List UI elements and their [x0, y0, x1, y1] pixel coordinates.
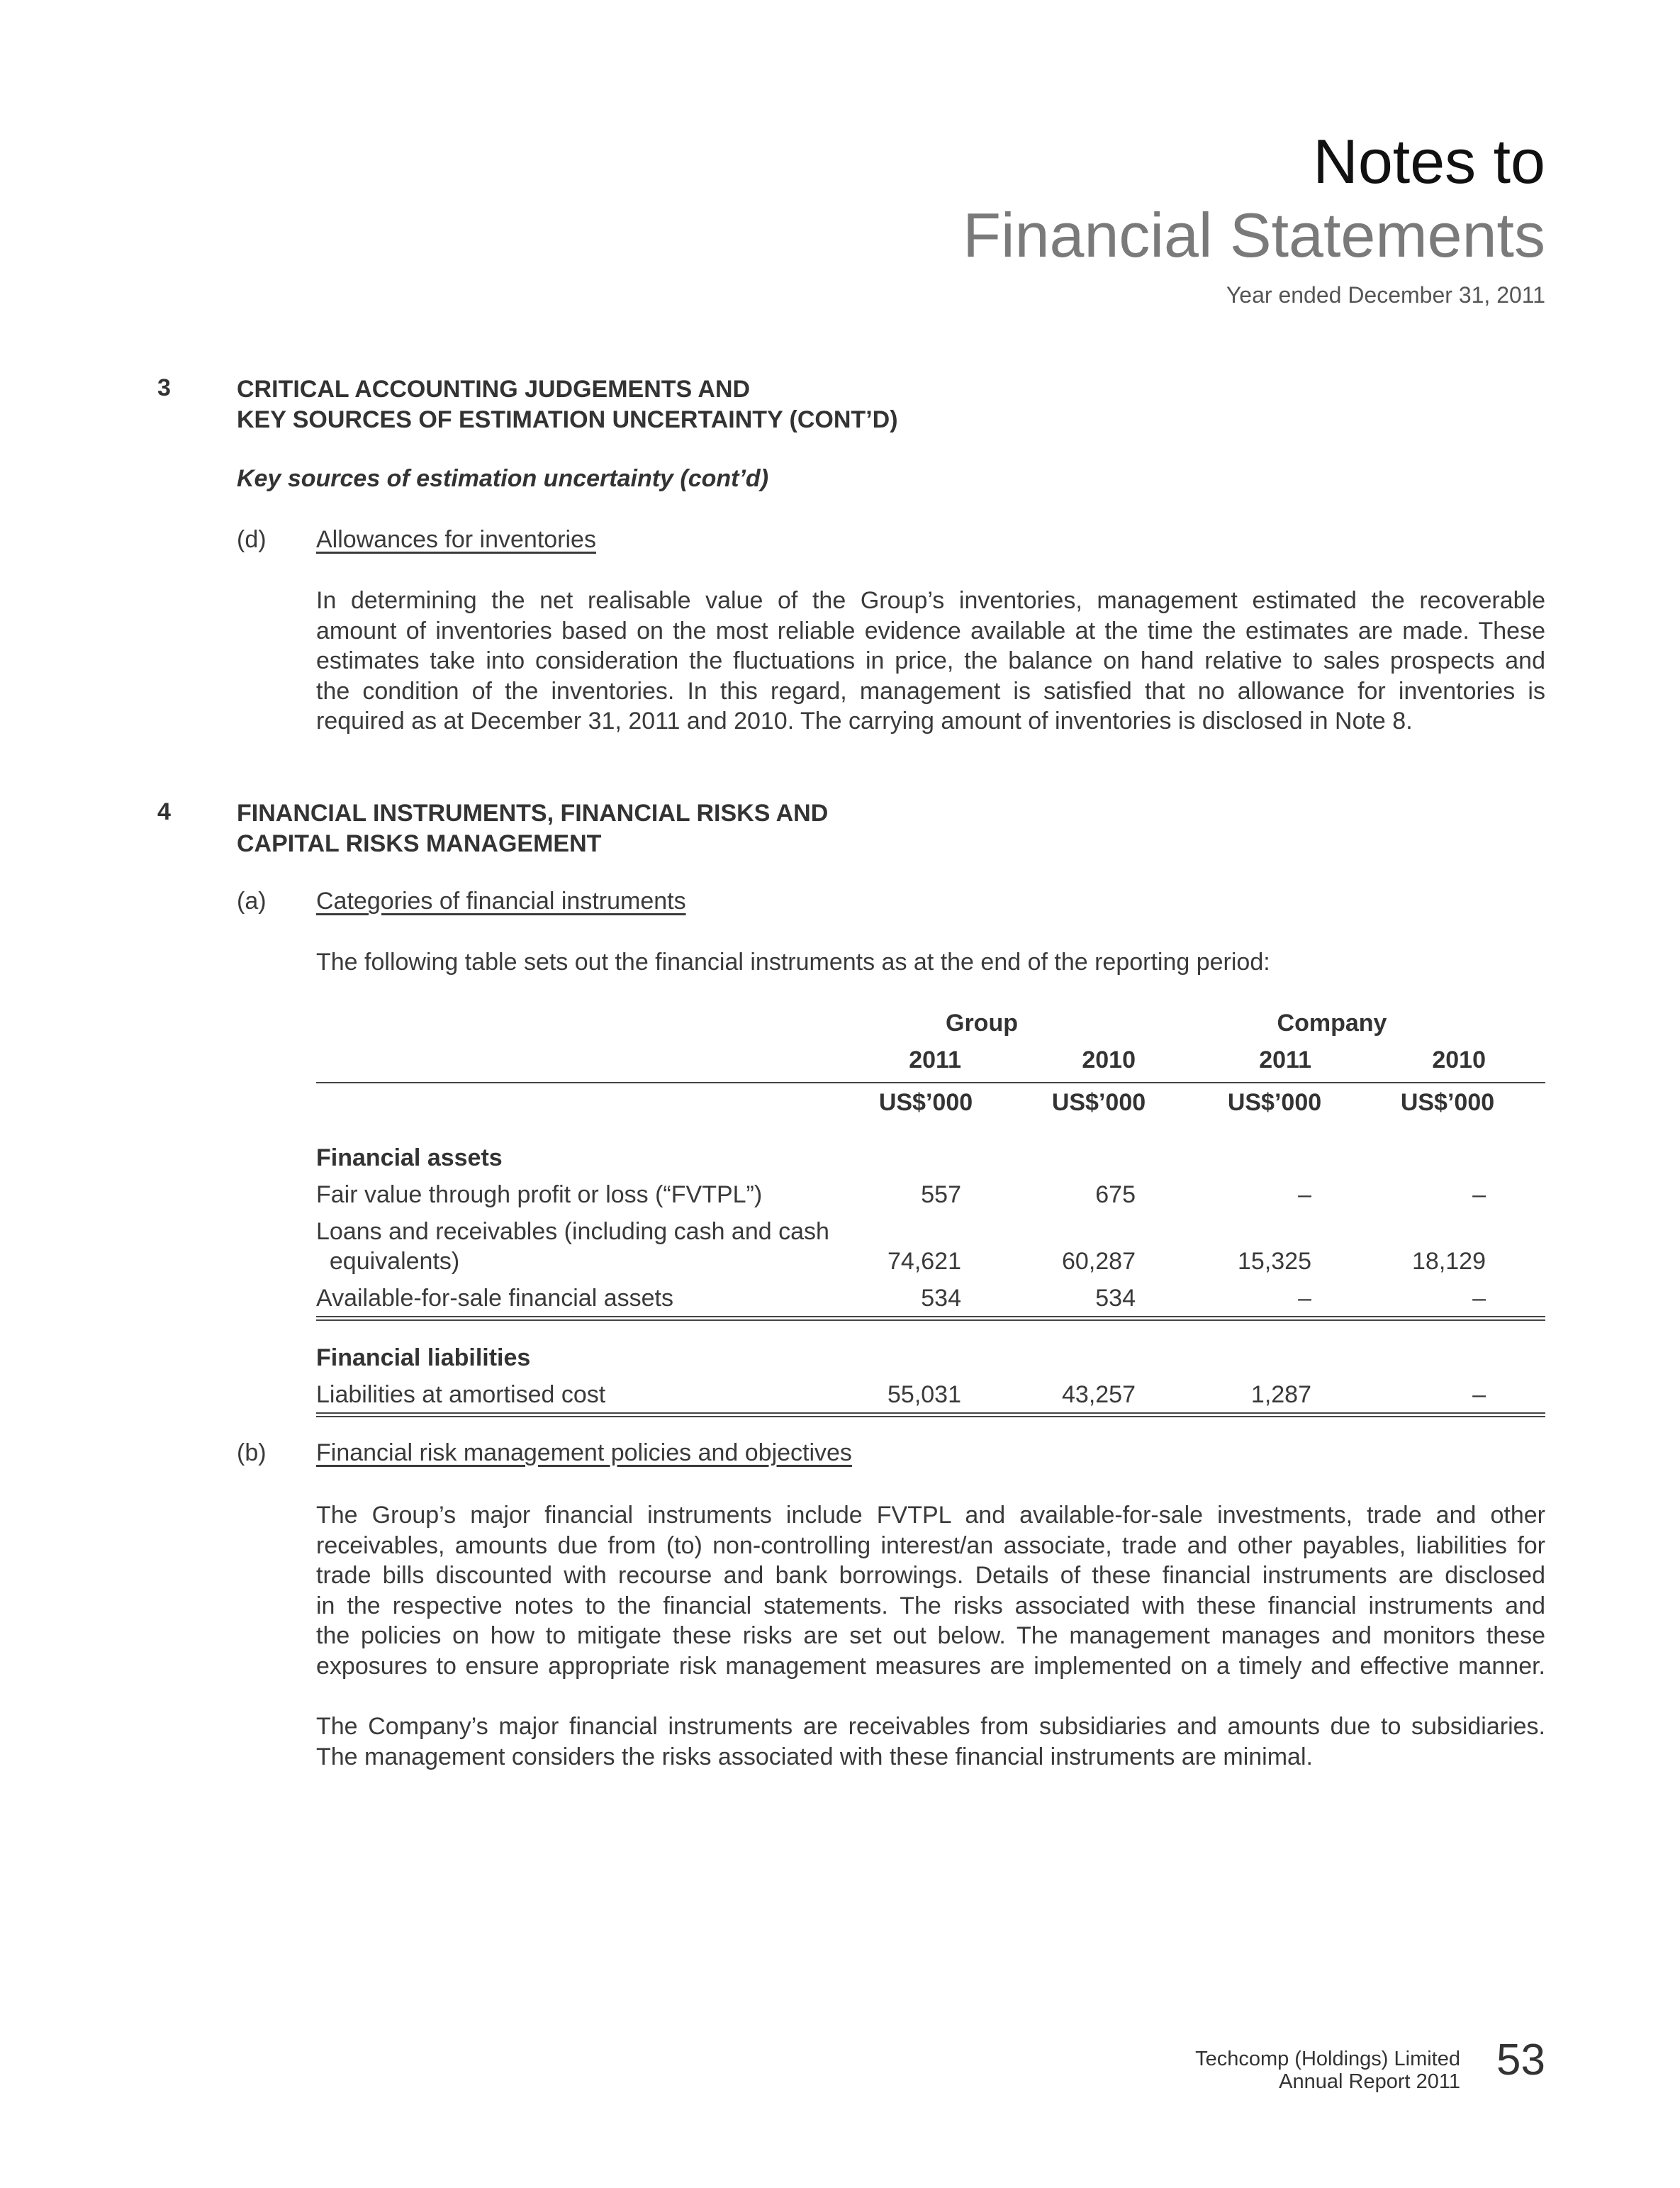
page-subtitle: Year ended December 31, 2011	[1226, 282, 1545, 308]
assets-heading: Financial assets	[316, 1144, 503, 1171]
section-3-heading	[237, 374, 898, 435]
col-year: 2010	[1082, 1046, 1136, 1073]
cell-value: 675	[1095, 1181, 1136, 1208]
col-year: 2011	[1259, 1046, 1311, 1073]
section-4-heading	[237, 798, 828, 859]
row-label-continued: equivalents)	[316, 1248, 460, 1275]
footer-company: Techcomp (Holdings) Limited	[1195, 2048, 1460, 2070]
item-b-line: exposures to ensure appropriate risk management measures are implemented on a timely and effective manner.	[316, 1652, 1545, 1680]
footer-report: Annual Report 2011	[1279, 2070, 1460, 2093]
row-label: Liabilities at amortised cost	[316, 1381, 606, 1408]
cell-value: 60,287	[1062, 1248, 1136, 1275]
item-a-title: Categories of financial instruments	[316, 888, 686, 915]
liabilities-heading: Financial liabilities	[316, 1344, 531, 1371]
item-b-paragraph-2	[316, 1712, 1545, 1772]
section-3-heading-line1: CRITICAL ACCOUNTING JUDGEMENTS AND	[237, 376, 751, 403]
col-unit: US$’000	[1400, 1089, 1495, 1116]
item-d-line: In determining the net realisable value of the Group’s inventories, management estimated the recoverable	[316, 587, 1545, 614]
cell-value: 15,325	[1238, 1248, 1311, 1275]
item-b-line: The Company’s major financial instruments are receivables from subsidiaries and amounts due to subsidiaries.	[316, 1713, 1545, 1740]
item-d-line: amount of inventories based on the most reliable evidence available at the time the estimates are made. These	[316, 617, 1545, 644]
cell-value: 534	[921, 1285, 961, 1312]
cell-value: –	[1472, 1381, 1486, 1408]
item-d-letter: (d)	[237, 526, 267, 553]
cell-value: 534	[1095, 1285, 1136, 1312]
item-b-title: Financial risk management policies and objectives	[316, 1439, 852, 1466]
item-b-line: The Group’s major financial instruments include FVTPL and available-for-sale investments, trade and other	[316, 1502, 1545, 1529]
section-3-heading-line2: KEY SOURCES OF ESTIMATION UNCERTAINTY (CONT’D)	[237, 406, 898, 433]
liabilities-total-double-rule	[316, 1412, 1545, 1417]
section-4-number: 4	[157, 798, 171, 825]
item-d-line: estimates take into consideration the fluctuations in price, the balance on hand relative to sales prospects and	[316, 647, 1545, 674]
item-a-intro: The following table sets out the financial instruments as at the end of the reporting period:	[316, 949, 1270, 976]
cell-value: –	[1472, 1285, 1486, 1312]
item-b-line: the policies on how to mitigate these risks are set out below. The management manages and monitors these	[316, 1622, 1545, 1649]
cell-value: –	[1298, 1285, 1311, 1312]
cell-value: –	[1472, 1181, 1486, 1208]
cell-value: 74,621	[887, 1248, 961, 1275]
item-b-line: The management considers the risks associated with these financial instruments are minimal.	[316, 1743, 1313, 1770]
section-4-heading-line2: CAPITAL RISKS MANAGEMENT	[237, 830, 602, 857]
item-d-paragraph	[316, 586, 1545, 737]
col-unit: US$’000	[1227, 1089, 1322, 1116]
page-title-line1: Notes to	[1313, 126, 1545, 196]
cell-value: 557	[921, 1181, 961, 1208]
col-unit: US$’000	[878, 1089, 973, 1116]
item-d-line: the condition of the inventories. In this regard, management is satisfied that no allowance for inventories is	[316, 677, 1545, 705]
cell-value: 43,257	[1062, 1381, 1136, 1408]
item-b-paragraph-1	[316, 1500, 1545, 1681]
col-year: 2011	[909, 1046, 961, 1073]
section-3-subheading: Key sources of estimation uncertainty (cont’d)	[237, 465, 769, 492]
col-unit: US$’000	[1051, 1089, 1146, 1116]
col-year: 2010	[1432, 1046, 1486, 1073]
page-title-line2: Financial Statements	[963, 200, 1545, 270]
row-label: Loans and receivables (including cash and cash	[316, 1218, 829, 1245]
col-group-header: Group	[946, 1010, 1018, 1037]
page-number: 53	[1496, 2036, 1545, 2084]
item-b-line: in the respective notes to the financial statements. The risks associated with these financial instruments and	[316, 1592, 1545, 1619]
table-header-rule	[316, 1082, 1545, 1083]
item-b-line: receivables, amounts due from (to) non-controlling interest/an associate, trade and other payables, liabilities for	[316, 1531, 1545, 1559]
cell-value: 55,031	[887, 1381, 961, 1408]
item-b-letter: (b)	[237, 1439, 267, 1466]
assets-total-double-rule	[316, 1316, 1545, 1321]
row-label: Fair value through profit or loss (“FVTPL”)	[316, 1181, 763, 1208]
section-4-heading-line1: FINANCIAL INSTRUMENTS, FINANCIAL RISKS AND	[237, 800, 829, 827]
footer-publisher	[1195, 2048, 1460, 2093]
cell-value: 18,129	[1412, 1248, 1486, 1275]
item-a-letter: (a)	[237, 888, 267, 915]
col-company-header: Company	[1277, 1010, 1387, 1037]
cell-value: 1,287	[1250, 1381, 1311, 1408]
item-d-line: required as at December 31, 2011 and 2010. The carrying amount of inventories is disclosed in Note 8.	[316, 708, 1413, 735]
item-b-line: trade bills discounted with recourse and bank borrowings. Details of these financial instruments are disclosed	[316, 1562, 1545, 1589]
cell-value: –	[1298, 1181, 1311, 1208]
section-3-number: 3	[157, 374, 171, 401]
item-d-title: Allowances for inventories	[316, 526, 596, 553]
row-label: Available-for-sale financial assets	[316, 1285, 673, 1312]
